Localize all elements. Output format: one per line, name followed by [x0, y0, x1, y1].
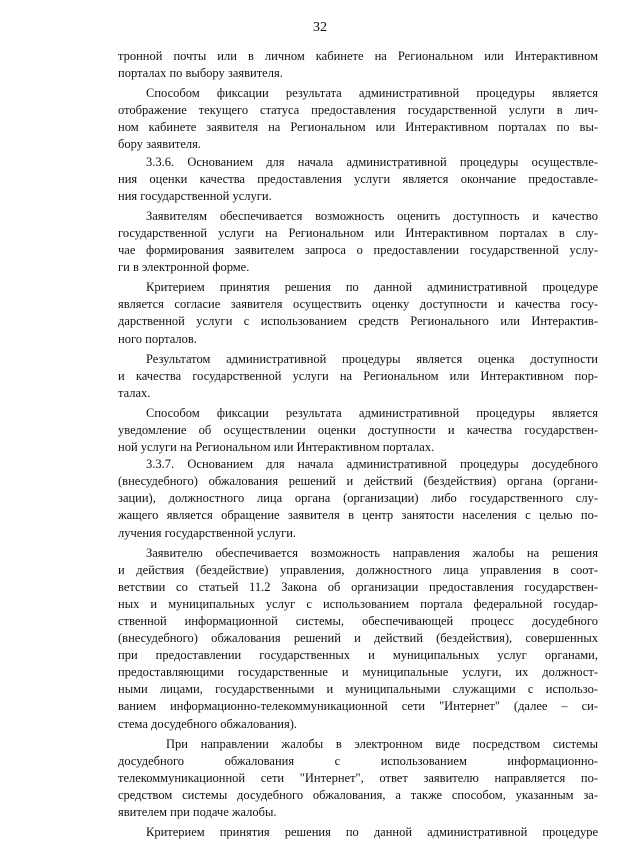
text-line: лучения государственной услуги. [118, 525, 297, 540]
text-line: при предоставлении государственных и муниципальных услуг органами, [118, 648, 598, 663]
text-line: ния государственной услуги. [118, 188, 272, 203]
text-line: ственной информационной системы, обеспечивающей процесс досудебного [118, 614, 598, 628]
text-line: ными лицами, государственными и муниципальными служащими с использо- [118, 682, 598, 697]
text-line: порталах по выбору заявителя. [118, 66, 283, 81]
text-line: Критерием принятия решения по данной административной процедуре [146, 280, 598, 295]
text-line: предоставляющими государственные и муниципальные услуги, их должност- [118, 665, 598, 680]
text-line: бору заявителя. [118, 137, 202, 152]
text-line: ветствии со статьей 11.2 Закона об организации предоставления государствен- [118, 579, 598, 594]
text-line: жащего является обращение заявителя в центр занятости населения с целью по- [118, 508, 598, 523]
document-body [118, 48, 598, 841]
text-line: Способом фиксации результата административной процедуры является [146, 86, 598, 101]
text-line: уведомление об осуществлении оценки доступности и качества государствен- [118, 422, 598, 437]
text-line: ванием информационно-телекоммуникационной сети "Интернет" (далее – си- [118, 699, 598, 714]
text-line: ной услуги на Региональном или Интерактивном порталах. [118, 440, 435, 455]
text-line: ния оценки качества предоставления услуги является окончание предоставле- [118, 171, 598, 186]
text-line: зации), должностного лица органа (организации) либо государственного слу- [118, 491, 598, 506]
text-line: и действия (бездействие) управления, должностного лица управления в соот- [118, 562, 598, 577]
text-line: Заявителям обеспечивается возможность оценить доступность и качество [146, 208, 598, 223]
text-line: ных и муниципальных услуг с использованием портала федеральной государ- [118, 596, 598, 611]
text-line: Заявителю обеспечивается возможность направления жалобы на решения [146, 545, 598, 560]
text-line: (внесудебного) обжалования решений и действий (бездействия), совершенных [118, 631, 598, 646]
text-line: отображение текущего статуса предоставления государственной услуги в лич- [118, 103, 598, 118]
text-line: талах. [118, 385, 151, 400]
text-line: 3.3.6. Основанием для начала административной процедуры осуществле- [146, 154, 598, 169]
text-line: явителем при подаче жалобы. [118, 805, 277, 820]
text-line: телекоммуникационной сети "Интернет", ответ заявителю направляется по- [118, 770, 598, 785]
text-line: средством системы досудебного обжалования, а также способом, указанным за- [118, 787, 598, 802]
text-line: ного порталов. [118, 331, 197, 346]
text-line: государственной услуги на Региональном или Интерактивном порталах в слу- [118, 225, 598, 240]
text-line: Результатом административной процедуры является оценка доступности [146, 351, 598, 366]
text-line: тронной почты или в личном кабинете на Региональном или Интерактивном [118, 49, 598, 63]
text-line: ги в электронной форме. [118, 260, 250, 275]
text-line: чае формирования заявителем запроса о предоставлении государственной услу- [118, 243, 598, 258]
page-number: 32 [313, 20, 327, 35]
text-line: Способом фиксации результата административной процедуры является [146, 405, 598, 420]
text-line: (внесудебного) обжалования решений и действий (бездействия) органа (органи- [118, 474, 598, 489]
text-line: является согласие заявителя осуществить оценку доступности и качества госу- [118, 297, 598, 312]
text-line: и качества государственной услуги на Региональном или Интерактивном пор- [118, 368, 598, 383]
text-line: При направлении жалобы в электронном виде посредством системы [166, 736, 598, 751]
text-line: ном кабинете заявителя на Региональном или Интерактивном порталах по вы- [118, 120, 598, 135]
text-line: стема досудебного обжалования). [118, 716, 298, 731]
text-line: досудебного обжалования с использованием информационно- [118, 753, 598, 768]
text-line: 3.3.7. Основанием для начала административной процедуры досудебного [146, 457, 598, 472]
text-line: Критерием принятия решения по данной административной процедуре [146, 825, 598, 840]
text-line: дарственной услуги с использованием средств Регионального или Интерактив- [118, 314, 598, 329]
